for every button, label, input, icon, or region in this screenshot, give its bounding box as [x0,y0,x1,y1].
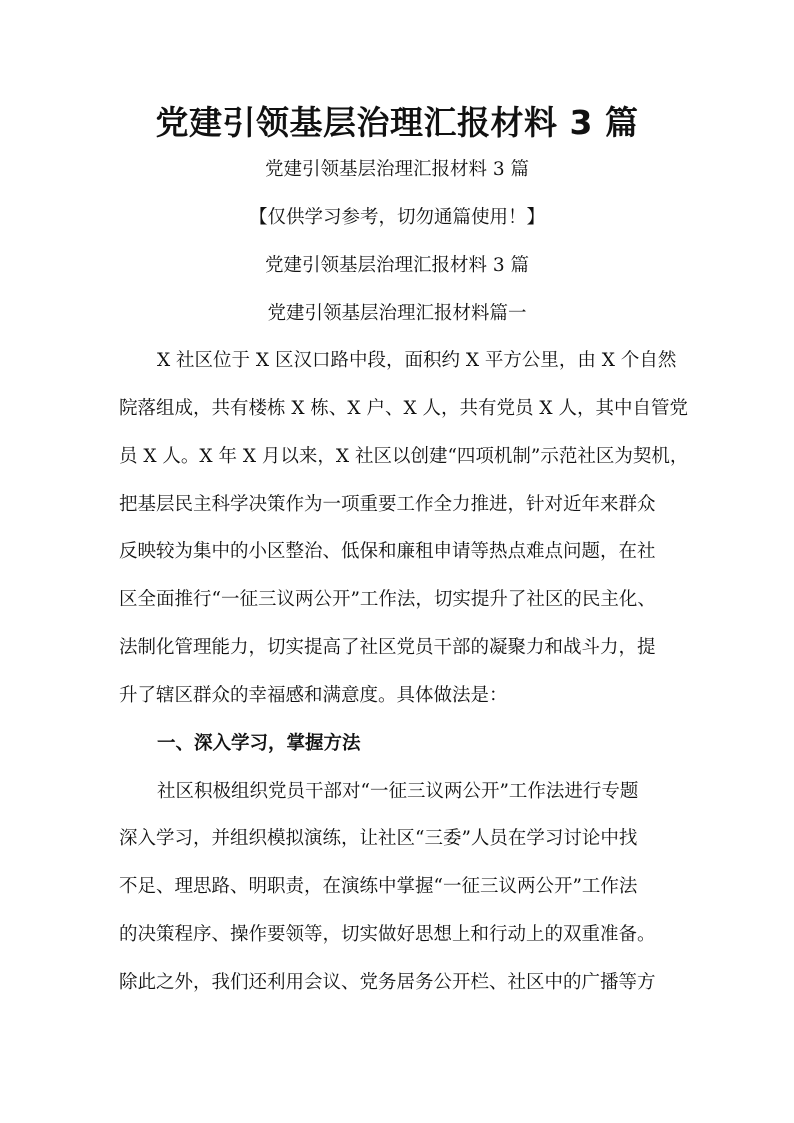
section-heading: 一、深入学习，掌握方法 [157,733,361,754]
paragraph-line: 社区积极组织党员干部对“一征三议两公开”工作法进行专题 [157,781,639,802]
paragraph-line: 深入学习，并组织模拟演练，让社区“三委”人员在学习讨论中找 [119,828,638,849]
repeat-title: 党建引领基层治理汇报材料 3 篇 [264,255,530,276]
usage-notice: 【仅供学习参考，切勿通篇使用！】 [248,207,545,228]
paragraph-line: 反映较为集中的小区整治、低保和廉租申请等热点难点问题，在社 [119,541,656,562]
paragraph-line: 区全面推行“一征三议两公开”工作法，切实提升了社区的民主化、 [119,589,656,610]
paragraph-line: 员 X 人。X 年 X 月以来，X 社区以创建“四项机制”示范社区为契机， [119,446,689,467]
paragraph-line: 的决策程序、操作要领等，切实做好思想上和行动上的双重准备。 [119,924,656,945]
paragraph-line: 升了辖区群众的幸福感和满意度。具体做法是： [119,685,508,706]
paragraph-line: X 社区位于 X 区汉口路中段，面积约 X 平方公里，由 X 个自然 [157,350,677,371]
paragraph-line: 院落组成，共有楼栋 X 栋、X 户、X 人，共有党员 X 人，其中自管党 [119,398,688,419]
document-title: 党建引领基层治理汇报材料 3 篇 [155,103,639,142]
paragraph-line: 除此之外，我们还利用会议、党务居务公开栏、社区中的广播等方 [119,972,656,993]
paragraph-line: 法制化管理能力，切实提高了社区党员干部的凝聚力和战斗力，提 [119,637,656,658]
section-title: 党建引领基层治理汇报材料篇一 [267,303,527,324]
paragraph-line: 不足、理思路、明职责，在演练中掌握“一征三议两公开”工作法 [119,876,638,897]
paragraph-line: 把基层民主科学决策作为一项重要工作全力推进，针对近年来群众 [119,494,656,515]
document-subtitle: 党建引领基层治理汇报材料 3 篇 [264,159,530,180]
